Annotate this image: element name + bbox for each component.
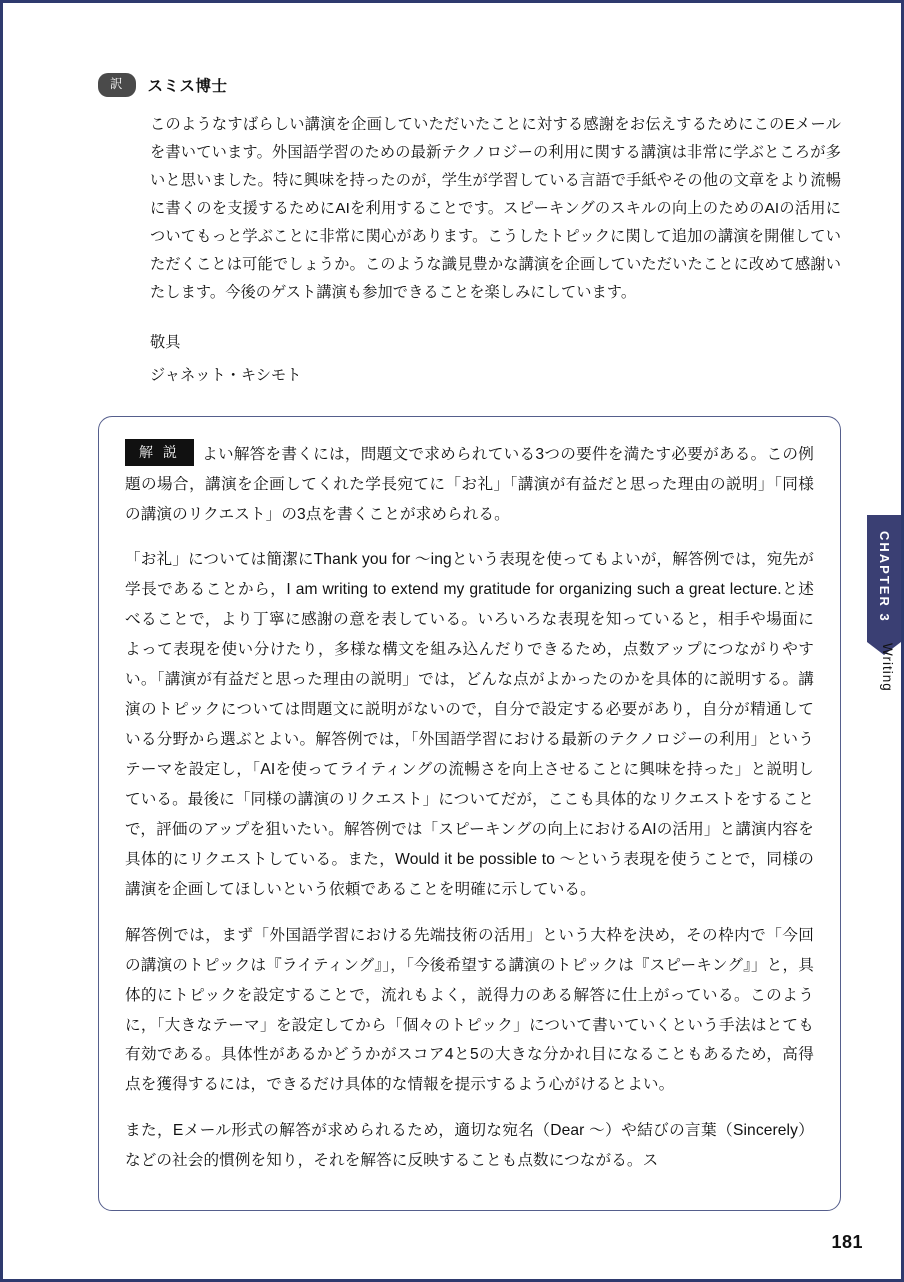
page-content — [3, 3, 901, 1279]
explanation-paragraph-4: また，Eメール形式の解答が求められるため，適切な宛名（Dear 〜）や結びの言葉（Sincerely）などの社会的慣例を知り，それを解答に反映することも点数につながる。ス — [125, 1122, 814, 1170]
chapter-tab — [867, 515, 901, 642]
chapter-tab-label: CHAPTER 3 — [877, 531, 892, 623]
translation-closing-1: 敬具 — [150, 334, 181, 352]
explanation-paragraph-1 — [125, 439, 814, 530]
translation-body: このようなすばらしい講演を企画していただいたことに対する感謝をお伝えするためにこのEメールを書いています。外国語学習のための最新テクノロジーの利用に関する講演は非常に学ぶところが多いと思いました。特に興味を持ったのが，学生が学習している言語で手紙やその他の文章をより流暢に書くのを支援するためにAIを利用することです。スピーキングのスキルの向上のためのAIの活用についてもっと学ぶことに非常に関心があります。こうしたトピックに関して追加の講演を開催していただくことは可能でしょうか。このような識見豊かな講演を企画していただいたことに改めて感謝いたします。今後のゲスト講演も参加できることを楽しみにしています。 — [150, 115, 841, 302]
translation-title: スミス博士 — [147, 77, 228, 95]
explanation-label: 解 説 — [125, 439, 194, 466]
page-number: 181 — [831, 1232, 863, 1252]
explanation-paragraph-3: 解答例では，まず「外国語学習における先端技術の活用」という大枠を決め，その枠内で「今回の講演のトピックは『ライティング』」，「今後希望する講演のトピックは『スピーキング』」と，具体的にトピックを設定することで，流れもよく，説得力のある解答に仕上がっている。このように，「大きなテーマ」を設定してから「個々のトピック」について書いていくという手法はとても有効である。具体性があるかどうかがスコア4と5の大きな分かれ目になることもあるため，高得点を獲得するには，できるだけ具体的な情報を提示するよう心がけるとよい。 — [125, 926, 814, 1094]
explanation-text-1: よい解答を書くには，問題文で求められている3つの要件を満たす必要がある。この例題の場合，講演を企画してくれた学長宛てに「お礼」「講演が有益だと思った理由の説明」「同様の講演のリクエスト」の3点を書くことが求められる。 — [125, 445, 814, 523]
explanation-box — [98, 416, 841, 1211]
translation-badge: 訳 — [98, 73, 136, 97]
translation-closing-2: ジャネット・キシモト — [150, 366, 302, 384]
translation-header — [98, 73, 841, 97]
chapter-section-label: Writing — [880, 643, 895, 692]
explanation-paragraph-2: 「お礼」については簡潔にThank you for 〜ingという表現を使ってもよいが，解答例では，宛先が学長であることから，I am writing to extend my gratitude for organizing such a great lecture.と述べることで，より丁寧に感謝の意を表している。いろいろな表現を知っていると，相手や場面によって表現を使い分けたり，多様な構文を組み込んだりできるため，点数アップにつながりやすい。「講演が有益だと思った理由の説明」では，どんな点がよかったのかを具体的に説明する。講演のトピックについては問題文に説明がないので，自分で設定する必要があり，自分が精通している分野から選ぶとよい。解答例では，「外国語学習における最新のテクノロジーの利用」というテーマを設定し，「AIを使ってライティングの流暢さを向上させることに興味を持った」と説明している。最後に「同様の講演のリクエスト」についてだが，ここも具体的なリクエストをすることで，評価のアップを狙いたい。解答例では「スピーキングの向上におけるAIの活用」と講演内容を具体的にリクエストしている。また，Would it be possible to 〜という表現を使うことで，同様の講演を企画してほしいという依頼であることを明確に示している。 — [125, 551, 814, 898]
